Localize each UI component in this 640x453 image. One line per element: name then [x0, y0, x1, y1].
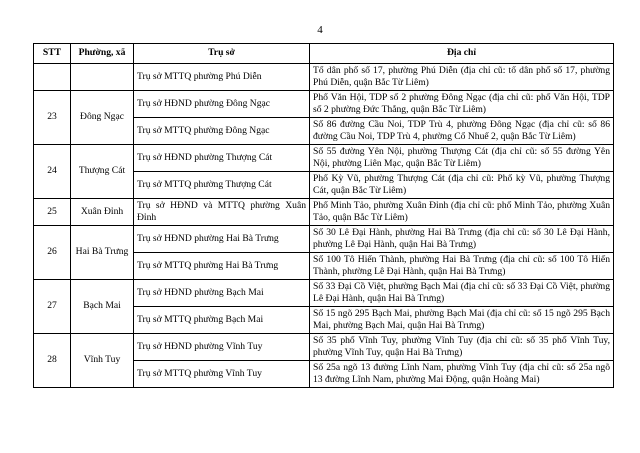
address-cell: Số 30 Lê Đại Hành, phường Hai Bà Trưng (địa chỉ cũ: số 30 Lê Đại Hành, phường Lê Đại Hành, quận Hai Bà Trưng) [310, 226, 614, 253]
address-cell: Số 55 đường Yên Nội, phường Thượng Cát (địa chỉ cũ: số 55 đường Yên Nội, phường Liên Mạc, quận Bắc Từ Liêm) [310, 145, 614, 172]
table-row [34, 91, 614, 118]
ward-cell [71, 64, 134, 91]
table-row [34, 280, 614, 307]
table-row [34, 64, 614, 91]
stt-cell [34, 64, 71, 91]
office-cell: Trụ sở MTTQ phường Bạch Mai [134, 307, 310, 334]
table-row [34, 334, 614, 361]
office-cell: Trụ sở MTTQ phường Phú Diễn [134, 64, 310, 91]
header-stt: STT [34, 44, 71, 64]
ward-cell: Thượng Cát [71, 145, 134, 199]
table-row [34, 199, 614, 226]
address-cell: Phố Minh Tảo, phường Xuân Đỉnh (địa chỉ cũ: phố Minh Tảo, phường Xuân Tảo, quận Bắc Từ Liêm) [310, 199, 614, 226]
ward-cell: Vĩnh Tuy [71, 334, 134, 388]
page-number: 4 [317, 24, 323, 36]
address-cell: Phố Kỳ Vũ, phường Thượng Cát (địa chỉ cũ: Phố kỳ Vũ, phường Thượng Cát, quận Bắc Từ Liêm) [310, 172, 614, 199]
address-cell: Số 25a ngõ 13 đường Lĩnh Nam, phường Vĩnh Tuy (địa chỉ cũ: số 25a ngõ 13 đường Lĩnh Nam, phường Mai Động, quận Hoàng Mai) [310, 361, 614, 388]
table-row [34, 226, 614, 253]
address-cell: Phố Văn Hội, TDP số 2 phường Đông Ngạc (địa chỉ cũ: phố Văn Hội, TDP số 2 phường Đức Thắng, quận Bắc Từ Liêm) [310, 91, 614, 118]
ward-cell: Đông Ngạc [71, 91, 134, 145]
ward-cell: Bạch Mai [71, 280, 134, 334]
table-header-row [34, 44, 614, 64]
stt-cell: 28 [34, 334, 71, 388]
office-cell: Trụ sở HĐND phường Thượng Cát [134, 145, 310, 172]
header-office: Trụ sở [134, 44, 310, 64]
stt-cell: 23 [34, 91, 71, 145]
ward-office-table [33, 43, 614, 388]
stt-cell: 24 [34, 145, 71, 199]
header-address: Địa chỉ [310, 44, 614, 64]
address-cell: Số 35 phố Vĩnh Tuy, phường Vĩnh Tuy (địa chỉ cũ: số 35 phố Vĩnh Tuy, phường Vĩnh Tuy, quận Hai Bà Trưng) [310, 334, 614, 361]
address-cell: Số 33 Đại Cồ Việt, phường Bạch Mai (địa chỉ cũ: số 33 Đại Cồ Việt, phường Lê Đại Hành, quận Hai Bà Trưng) [310, 280, 614, 307]
table-row [34, 145, 614, 172]
stt-cell: 25 [34, 199, 71, 226]
stt-cell: 27 [34, 280, 71, 334]
office-cell: Trụ sở HĐND và MTTQ phường Xuân Đỉnh [134, 199, 310, 226]
office-cell: Trụ sở HĐND phường Đông Ngạc [134, 91, 310, 118]
office-cell: Trụ sở MTTQ phường Vĩnh Tuy [134, 361, 310, 388]
office-cell: Trụ sở MTTQ phường Đông Ngạc [134, 118, 310, 145]
office-cell: Trụ sở MTTQ phường Thượng Cát [134, 172, 310, 199]
ward-cell: Xuân Đỉnh [71, 199, 134, 226]
office-cell: Trụ sở MTTQ phường Hai Bà Trưng [134, 253, 310, 280]
address-cell: Số 100 Tô Hiến Thành, phường Hai Bà Trưng (địa chỉ cũ: số 100 Tô Hiến Thành, phường Lê Đại Hành, quận Hai Bà Trưng) [310, 253, 614, 280]
address-cell: Tổ dân phố số 17, phường Phú Diễn (địa chỉ cũ: tổ dân phố số 17, phường Phú Diễn, quận Bắc Từ Liêm) [310, 64, 614, 91]
stt-cell: 26 [34, 226, 71, 280]
office-cell: Trụ sở HĐND phường Bạch Mai [134, 280, 310, 307]
office-cell: Trụ sở HĐND phường Hai Bà Trưng [134, 226, 310, 253]
header-ward: Phường, xã [71, 44, 134, 64]
ward-cell: Hai Bà Trưng [71, 226, 134, 280]
address-cell: Số 86 đường Cầu Noi, TDP Trù 4, phường Đông Ngạc (địa chỉ cũ: số 86 đường Cầu Noi, TDP Trù 4, phường Cổ Nhuế 2, quận Bắc Từ Liêm) [310, 118, 614, 145]
address-cell: Số 15 ngõ 295 Bạch Mai, phường Bạch Mai (địa chỉ cũ: số 15 ngõ 295 Bạch Mai, phường Bạch Mai, quận Hai Bà Trưng) [310, 307, 614, 334]
office-cell: Trụ sở HĐND phường Vĩnh Tuy [134, 334, 310, 361]
